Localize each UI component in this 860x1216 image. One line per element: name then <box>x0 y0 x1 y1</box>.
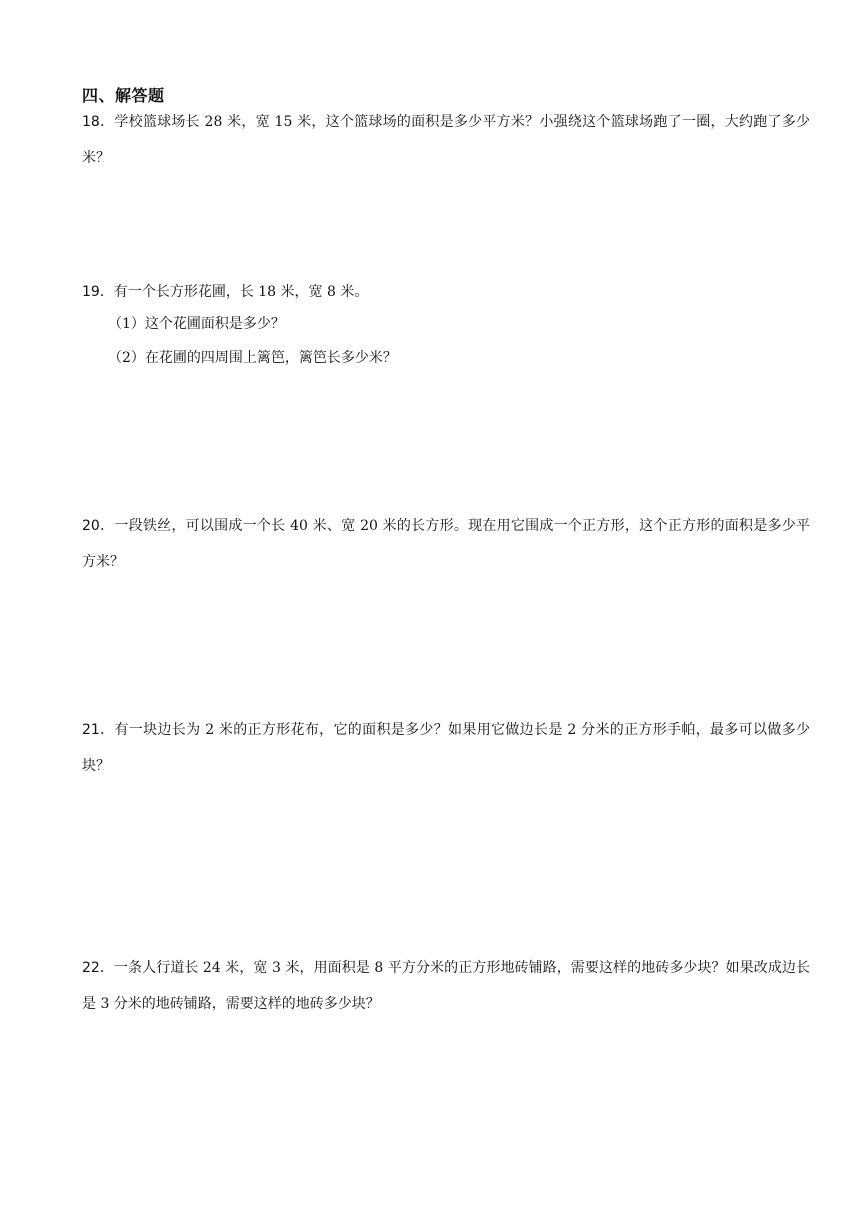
question-20 <box>82 508 810 580</box>
question-number: 21． <box>82 722 115 738</box>
question-text: 学校篮球场长 28 米，宽 15 米，这个篮球场的面积是多少平方米？小强绕这个篮球场跑了一圈，大约跑了多少米？ <box>82 114 810 166</box>
question-number: 19． <box>82 284 114 300</box>
question-22 <box>82 950 810 1022</box>
question-19 <box>82 274 810 310</box>
question-text: 有一块边长为 2 米的正方形花布，它的面积是多少？如果用它做边长是 2 分米的正方形手帕，最多可以做多少块？ <box>82 722 810 774</box>
question-number: 20． <box>82 518 115 534</box>
question-18 <box>82 104 810 176</box>
question-19-part-2: （2）在花圃的四周围上篱笆，篱笆长多少米？ <box>108 350 397 366</box>
question-text: 一条人行道长 24 米，宽 3 米，用面积是 8 平方分米的正方形地砖铺路，需要这样的地砖多少块？如果改成边长是 3 分米的地砖铺路，需要这样的地砖多少块？ <box>82 960 810 1012</box>
question-number: 18． <box>82 114 115 130</box>
question-21 <box>82 712 810 784</box>
question-19-part-1: （1）这个花圃面积是多少？ <box>108 316 285 332</box>
section-title: 四、解答题 <box>82 86 165 105</box>
question-text: 一段铁丝，可以围成一个长 40 米、宽 20 米的长方形。现在用它围成一个正方形，这个正方形的面积是多少平方米？ <box>82 518 810 570</box>
question-number: 22． <box>82 960 114 976</box>
question-text: 有一个长方形花圃，长 18 米，宽 8 米。 <box>113 284 369 300</box>
